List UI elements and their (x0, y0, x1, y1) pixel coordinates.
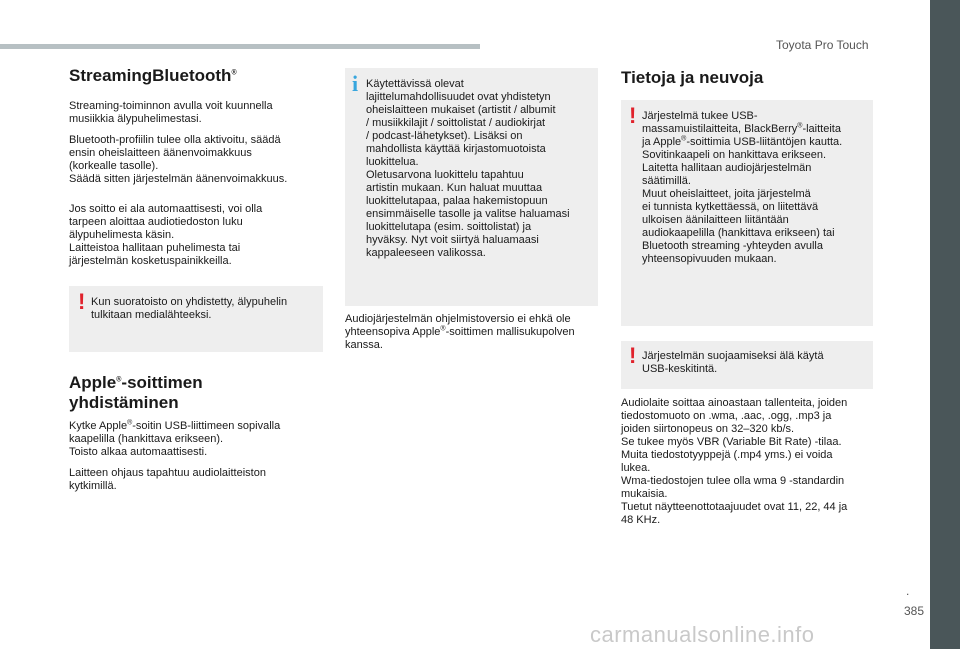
column-3-text (621, 397, 881, 535)
warning-text: Järjestelmä tukee USB- massamuistilaitteita, BlackBerry®-laitteita ja Apple®-soittimia USB-liitäntöjen kautta. Sovitinkaapeli on hankittava erikseen. Laitetta hallitaan audiojärjestelmän säätimillä. Muut oheislaitteet, joita järjestelmä ei tunnista kytkettäessä, on liitettävä ulkoisen äänilaitteen liitäntään audiokaapelilla (hankittava erikseen) tai Bluetooth streaming -yhteyden avulla yhteensopivuuden mukaan. (642, 110, 843, 265)
warning-box-streaming (69, 286, 323, 352)
warning-text: Järjestelmän suojaamiseksi älä käytä USB-keskitintä. (642, 350, 824, 375)
section-title-apple: Apple®-soittimen yhdistäminen (69, 373, 203, 412)
paragraph: Laitteen ohjaus tapahtuu audiolaitteiston kytkimillä. (69, 467, 266, 492)
watermark: carmanualsonline.info (590, 622, 815, 647)
info-text: Käytettävissä olevat lajittelumahdollisuudet ovat yhdistetyn oheislaitteen mukaiset (artistit / albumit / musiikkilajit / soittolistat / audiokirjat / podcast-lähetykset). Lisäksi on mahdollista käyttää kirjastomuotoista luokittelua. Oletusarvona luokittelu tapahtuu artistin mukaan. Kun haluat muuttaa luokittelutapaa, palaa hakemistopuun ensimmäiselle tasolle ja valitse haluamasi luokittelutapa (esim. soittolistat) ja hyväksy. Nyt voit siirtyä haluamaasi kappaleeseen valikossa. (366, 78, 570, 259)
page-number: 385 (904, 604, 925, 618)
page-dot: . (906, 584, 910, 598)
paragraph: Jos soitto ei ala automaattisesti, voi olla tarpeen aloittaa audiotiedoston luku älypuhelimesta käsin. Laitteistoa hallitaan puhelimesta tai järjestelmän kosketuspainikkeilla. (69, 203, 263, 267)
column-1-apple-text (69, 420, 324, 501)
paragraph: Kytke Apple®-soitin USB-liittimeen sopivalla kaapelilla (hankittava erikseen). Toisto alkaa automaattisesti. (69, 419, 281, 458)
paragraph: Audiojärjestelmän ohjelmistoversio ei ehkä ole yhteensopiva Apple®-soittimen mallisukupolven kanssa. (345, 313, 575, 351)
column-1 (69, 66, 324, 86)
warning-text: Kun suoratoisto on yhdistetty, älypuhelin tulkitaan medialähteeksi. (91, 296, 288, 321)
warning-icon: ! (629, 343, 637, 368)
top-rule (0, 44, 480, 49)
warning-box-hub (621, 341, 873, 389)
warning-box-usb (621, 100, 873, 326)
paragraph: Bluetooth-profiilin tulee olla aktivoitu, säädä ensin oheislaitteen äänenvoimakkuus (korkealle tasolle). Säädä sitten järjestelmän äänenvoimakkuus. (69, 134, 288, 185)
header-title: Toyota Pro Touch (776, 38, 869, 52)
info-icon: i (352, 71, 359, 96)
section-title-streaming: StreamingBluetooth® (69, 66, 237, 85)
paragraph: Audiolaite soittaa ainoastaan tallenteita, joiden tiedostomuoto on .wma, .aac, .ogg, .mp3 ja joiden siirtonopeus on 32–320 kb/s. Se tukee myös VBR (Variable Bit Rate) -tilaa. Muita tiedostotyyppejä (.mp4 yms.) ei voida lukea. Wma-tiedostojen tulee olla wma 9 -standardin mukaisia. Tuetut näytteenottotaajuudet ovat 11, 22, 44 ja 48 KHz. (621, 397, 848, 526)
column-1-text-2 (69, 203, 324, 276)
paragraph: Streaming-toiminnon avulla voit kuunnella musiikkia älypuhelimestasi. (69, 100, 273, 125)
column-1-apple (69, 373, 324, 413)
section-title-tips: Tietoja ja neuvoja (621, 68, 764, 87)
warning-icon: ! (629, 103, 637, 128)
info-box-sorting (345, 68, 598, 306)
side-tab (930, 0, 960, 649)
column-3 (621, 68, 881, 88)
warning-icon: ! (78, 289, 86, 314)
column-1-text (69, 100, 324, 194)
column-2-text (345, 313, 605, 360)
